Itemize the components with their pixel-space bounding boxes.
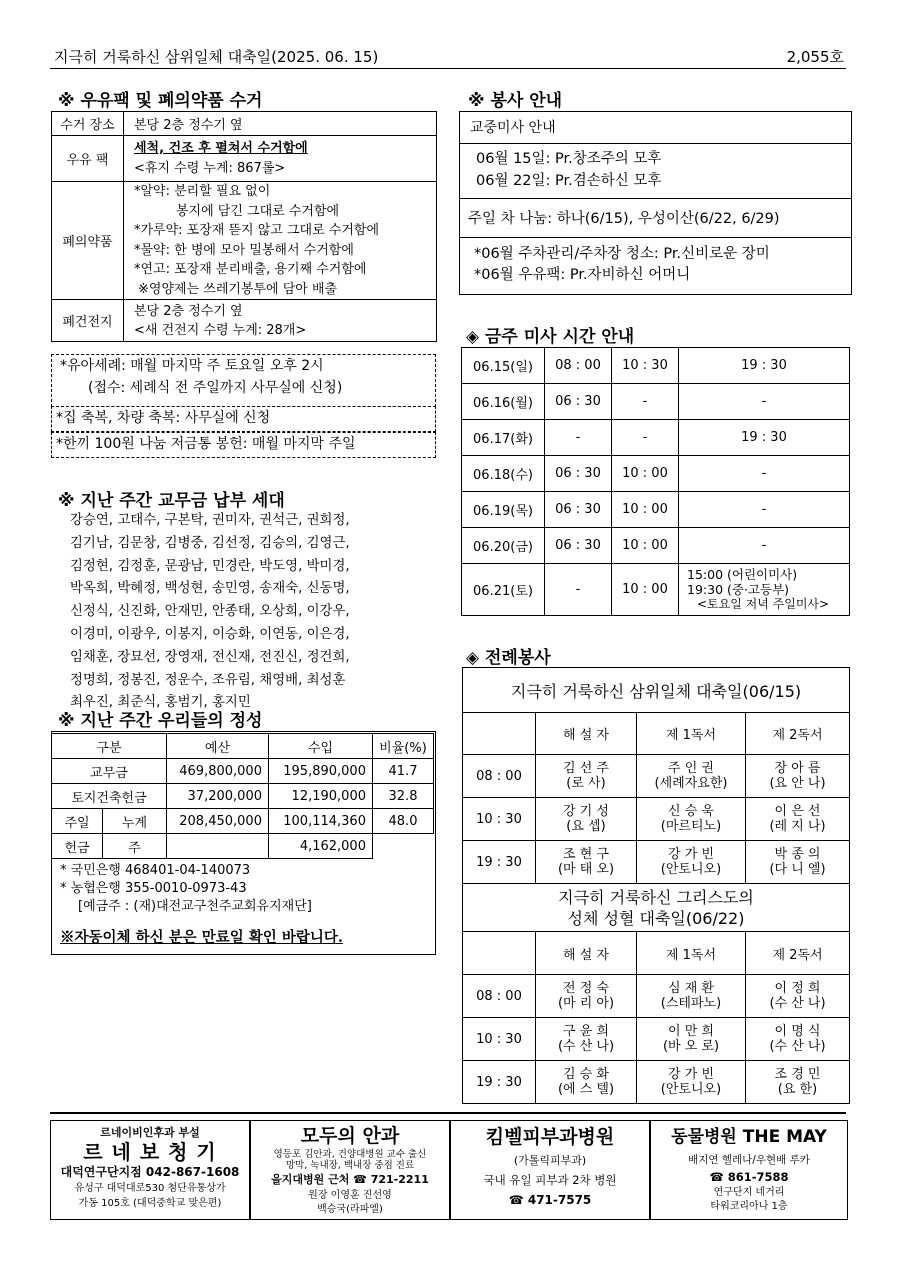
collection-table (51, 111, 437, 342)
baptismal-name: (요 한) (777, 1082, 818, 1097)
liturgy-time: 19 : 30 (463, 1061, 536, 1104)
dues-line: 이경미, 이광우, 이봉지, 이승화, 이연동, 이은경, (70, 626, 350, 642)
ad-divider (50, 1112, 846, 1114)
baptismal-name: (바 오 로) (662, 1039, 720, 1054)
sat-line: 19:30 (중·고등부) (687, 582, 790, 597)
ad1-addr2: 가동 105호 (대덕중학교 맞은편) (78, 1198, 222, 1209)
baptismal-name: (요 셉) (566, 819, 606, 834)
mass-time: 06 : 30 (545, 492, 612, 528)
issue-number: 2,055호 (786, 48, 844, 66)
budget-cell (166, 834, 268, 859)
milk-label: 우유 팩 (52, 136, 124, 182)
place-label: 수거 장소 (52, 112, 124, 136)
sat-line: 15:00 (어린이미사) (687, 567, 798, 582)
medicine-line: *알약: 분리할 필요 없이 (134, 184, 271, 199)
ad-animal-hospital (650, 1120, 848, 1220)
baptismal-name: (마 리 아) (557, 996, 615, 1011)
budget-cell: 469,800,000 (166, 759, 268, 784)
reader2: 조 경 민 (774, 1067, 821, 1082)
commentator: 김 승 화 (563, 1067, 609, 1082)
ad2-name: 모두의 안과 (300, 1125, 400, 1147)
commentator: 전 정 숙 (563, 981, 609, 996)
liturgy-title: ◈ 전례봉사 (466, 648, 551, 668)
service-box (459, 111, 852, 295)
commentator: 강 기 성 (563, 804, 609, 819)
col-header: 해 설 자 (536, 713, 637, 755)
ad-hearing-aid (50, 1120, 250, 1220)
ad1-top: 르네이비인후과 부설 (100, 1126, 200, 1139)
sat-line: <토요일 저녁 주일미사> (697, 597, 830, 611)
mass-time: 08 : 00 (545, 348, 612, 384)
mass-date: 06.21(토) (462, 564, 545, 616)
feast2-line2: 성체 성혈 대축일(06/22) (567, 908, 745, 928)
income-cell: 100,114,360 (268, 809, 372, 834)
milk-note: *06월 우유팩: Pr.자비하신 어머니 (474, 267, 691, 283)
baptismal-name: (수 산 나) (557, 1039, 615, 1054)
dues-line: 강승연, 고태수, 구본탁, 권미자, 권석근, 권희정, (70, 513, 350, 528)
baptismal-name: (수 산 나) (769, 996, 826, 1011)
ad2-line: 영등포 김안과, 건양대병원 교수 출신 (273, 1149, 427, 1160)
page-header (50, 44, 846, 69)
medicine-label: 폐의약품 (52, 182, 124, 300)
row-label: 교무금 (52, 759, 167, 784)
baptismal-name: (마 태 오) (557, 862, 615, 877)
prayer-title: 교중미사 안내 (460, 112, 851, 144)
blessing-notice (51, 406, 436, 432)
col-header: 비율(%) (372, 734, 433, 759)
dues-line: 최우진, 최준식, 홍범기, 홍지민 (70, 695, 251, 711)
ratio-cell: 41.7 (372, 759, 433, 784)
battery-line2: <새 건전지 수령 누계: 28개> (134, 322, 307, 338)
dues-line: 신정식, 신진화, 안재민, 안종태, 오상희, 이강우, (70, 604, 350, 620)
mass-time: - (679, 456, 850, 492)
mass-date: 06.15(일) (462, 348, 545, 384)
ad4-line: ☎ 861-7588 (709, 1170, 789, 1184)
dues-line: 임채훈, 장묘선, 장영재, 전신재, 전진신, 정건희, (70, 649, 350, 665)
ad3-line: ☎ 471-7575 (508, 1193, 592, 1207)
commentator: 조 현 구 (563, 847, 609, 862)
parking-note: *06월 주차관리/주차장 청소: Pr.신비로운 장미 (474, 246, 770, 262)
coin-text: *한끼 100원 나눔 저금통 봉헌: 매월 마지막 주일 (56, 436, 356, 452)
offering-title: ※ 지난 주간 우리들의 정성 (58, 711, 263, 731)
row-sublabel: 주 (103, 834, 167, 859)
battery-line1: 본당 2층 정수기 옆 (134, 303, 243, 319)
offering-table (51, 733, 434, 859)
baptism-notice (51, 354, 436, 407)
liturgy-time: 10 : 30 (463, 1018, 536, 1061)
reader1: 신 승 욱 (668, 804, 714, 819)
feast1-title: 지극히 거룩하신 삼위일체 대축일(06/15) (463, 668, 850, 713)
battery-label: 폐건전지 (52, 300, 124, 342)
commentator: 구 윤 희 (563, 1024, 609, 1039)
place-value: 본당 2층 정수기 옆 (124, 112, 437, 136)
baptismal-name: (에 스 텔) (557, 1082, 615, 1097)
reader2: 이 정 희 (774, 981, 821, 996)
bank-line1: * 국민은행 468401-04-140073 (60, 863, 251, 878)
service-title: ※ 봉사 안내 (468, 91, 563, 111)
dues-title: ※ 지난 주간 교무금 납부 세대 (58, 491, 285, 511)
ad2-line: 을지대병원 근처 ☎ 721-2211 (271, 1173, 429, 1186)
mass-time: 10 : 00 (612, 564, 679, 616)
medicine-line: *물약: 한 병에 모아 밀봉해서 수거함에 (134, 242, 354, 258)
mass-time: 06 : 30 (545, 528, 612, 564)
collection-title: ※ 우유팩 및 폐의약품 수거 (58, 91, 263, 111)
reader2: 이 명 식 (774, 1024, 821, 1039)
ad4-line: 연구단지 네거리 (713, 1187, 785, 1198)
mass-time: - (679, 384, 850, 420)
baptismal-name: (마르티노) (660, 819, 722, 834)
dues-line: 정명희, 정봉진, 정운수, 조유림, 채영배, 최성훈 (70, 672, 346, 688)
row-label: 헌금 (52, 834, 103, 859)
col-header: 구분 (52, 734, 167, 759)
medicine-line: *연고: 포장재 분리배출, 용기째 수거함에 (134, 262, 367, 277)
baptismal-name: (스테파노) (660, 996, 722, 1011)
baptismal-name: (레 지 나) (769, 819, 826, 834)
col-header: 해 설 자 (536, 932, 637, 975)
reader2: 박 종 의 (774, 847, 821, 862)
mass-date: 06.17(화) (462, 420, 545, 456)
mass-time: 06 : 30 (545, 456, 612, 492)
bank-line2: * 농협은행 355-0010-0973-43 (60, 881, 247, 896)
liturgy-time: 08 : 00 (463, 755, 536, 798)
commentator: 김 선 주 (563, 761, 609, 776)
mass-time: 19 : 30 (679, 420, 850, 456)
mass-time: 10 : 00 (612, 492, 679, 528)
income-cell: 4,162,000 (268, 834, 372, 859)
income-cell: 12,190,000 (268, 784, 372, 809)
ad-eye-clinic (250, 1120, 450, 1220)
ratio-cell: 48.0 (372, 809, 433, 834)
ad1-addr1: 유성구 대덕대로530 첨단유통상가 (74, 1183, 226, 1194)
milk-line1: 세척, 건조 후 펼쳐서 수거함에 (134, 140, 308, 156)
ad-dermatology (450, 1120, 650, 1220)
liturgy-table (462, 667, 850, 1104)
baptismal-name: (로 사) (566, 776, 606, 791)
sharing-text: 주일 차 나눔: 하나(6/15), 우성이산(6/22, 6/29) (460, 198, 851, 238)
ad4-line: 타워코리아나 1층 (710, 1201, 788, 1212)
baptismal-name: (세례자요한) (654, 776, 728, 791)
mass-time: 10 : 30 (612, 348, 679, 384)
dues-line: 박옥희, 박혜정, 백성현, 송민영, 송재숙, 신동명, (70, 581, 350, 597)
blessing-text: *집 축복, 차량 축복: 사무실에 신청 (56, 410, 271, 426)
liturgy-time: 19 : 30 (463, 841, 536, 884)
ad2-line: 망막, 녹내장, 백내장 중점 진료 (285, 1160, 415, 1171)
mass-time: - (545, 564, 612, 616)
ad2-line: 백승국(라파엘) (317, 1204, 383, 1215)
prayer-line: 06월 15일: Pr.창조주의 모후 (476, 151, 662, 167)
mass-title: ◈ 금주 미사 시간 안내 (466, 327, 635, 347)
budget-cell: 208,450,000 (166, 809, 268, 834)
bank-info (60, 862, 312, 916)
ratio-cell: 32.8 (372, 784, 433, 809)
ad1-phone: 대덕연구단지점 042-867-1608 (60, 1165, 240, 1179)
row-sublabel: 누계 (103, 809, 167, 834)
feast2-title (463, 884, 850, 932)
milk-line2: <휴지 수령 누계: 867롤> (134, 160, 286, 176)
col-header: 제 2독서 (746, 932, 850, 975)
mass-time: 10 : 00 (612, 456, 679, 492)
mass-time: 06 : 30 (545, 384, 612, 420)
prayer-line: 06월 22일: Pr.겸손하신 모후 (476, 173, 662, 189)
mass-time: - (612, 420, 679, 456)
mass-table (461, 347, 850, 616)
reader1: 주 인 권 (668, 761, 714, 776)
mass-date: 06.16(월) (462, 384, 545, 420)
medicine-line: *가루약: 포장재 뜯지 않고 그대로 수거함에 (134, 223, 380, 238)
service-notes (474, 244, 770, 286)
depositor: [예금주 : (재)대전교구천주교회유지재단] (78, 899, 312, 914)
baptism-line1: *유아세례: 매월 마지막 주 토요일 오후 2시 (60, 358, 324, 374)
ad3-line: (가톨릭피부과) (513, 1154, 587, 1167)
coin-notice (51, 432, 436, 458)
row-label: 주일 (52, 809, 103, 834)
col-header: 제 1독서 (637, 932, 746, 975)
col-header: 제 1독서 (637, 713, 746, 755)
baptismal-name: (요 안 나) (769, 776, 826, 791)
income-cell: 195,890,000 (268, 759, 372, 784)
reader2: 장 아 름 (774, 761, 821, 776)
mass-time: 10 : 00 (612, 528, 679, 564)
ratio-cell (372, 834, 433, 859)
mass-date: 06.19(목) (462, 492, 545, 528)
reader2: 이 은 선 (774, 804, 821, 819)
liturgy-time: 10 : 30 (463, 798, 536, 841)
prayer-list (476, 148, 661, 192)
header-title: 지극히 거룩하신 삼위일체 대축일(2025. 06. 15) (54, 48, 379, 66)
col-header: 예산 (166, 734, 268, 759)
mass-time: - (679, 528, 850, 564)
col-header: 수입 (268, 734, 372, 759)
mass-date: 06.20(금) (462, 528, 545, 564)
baptismal-name: (수 산 나) (769, 1039, 826, 1054)
budget-cell: 37,200,000 (166, 784, 268, 809)
reader1: 강 가 빈 (668, 847, 714, 862)
mass-time: - (612, 384, 679, 420)
col-header: 제 2독서 (746, 713, 850, 755)
baptismal-name: (안토니오) (660, 1082, 722, 1097)
baptism-line2: (접수: 세례식 전 주일까지 사무실에 신청) (88, 380, 343, 396)
reader1: 심 재 환 (668, 981, 714, 996)
baptismal-name: (다 니 엘) (769, 862, 826, 877)
mass-time: - (679, 492, 850, 528)
reader1: 강 가 빈 (668, 1067, 714, 1082)
medicine-line: ※영양제는 쓰레기봉투에 담아 배출 (138, 281, 338, 297)
baptismal-name: (안토니오) (660, 862, 722, 877)
ad3-line: 국내 유일 피부과 2차 병원 (483, 1173, 617, 1187)
dues-names (70, 510, 350, 715)
ad4-name: 동물병원 THE MAY (671, 1127, 827, 1147)
ad3-name: 킴벨피부과병원 (485, 1126, 615, 1148)
dues-line: 김정현, 김정훈, 문광남, 민경란, 박도영, 박미경, (70, 558, 350, 574)
mass-date: 06.18(수) (462, 456, 545, 492)
liturgy-time: 08 : 00 (463, 975, 536, 1018)
medicine-line: 봉지에 담긴 그대로 수거함에 (176, 203, 340, 219)
dues-line: 김기남, 김문창, 김병중, 김선정, 김승의, 김영근, (70, 535, 350, 551)
ad4-line: 배지연 헬레나/우현배 루카 (688, 1154, 810, 1166)
saturday-masses (679, 564, 850, 616)
ad2-line: 원장 이영훈 진선영 (308, 1190, 392, 1201)
mass-time: 19 : 30 (679, 348, 850, 384)
row-label: 토지건축헌금 (52, 784, 167, 809)
ad1-name: 르 네 보 청 기 (83, 1140, 217, 1164)
autopay-notice: ※자동이체 하신 분은 만료일 확인 바랍니다. (60, 929, 343, 946)
reader1: 이 만 희 (668, 1024, 714, 1039)
feast2-line1: 지극히 거룩하신 그리스도의 (558, 887, 754, 907)
mass-time: - (545, 420, 612, 456)
